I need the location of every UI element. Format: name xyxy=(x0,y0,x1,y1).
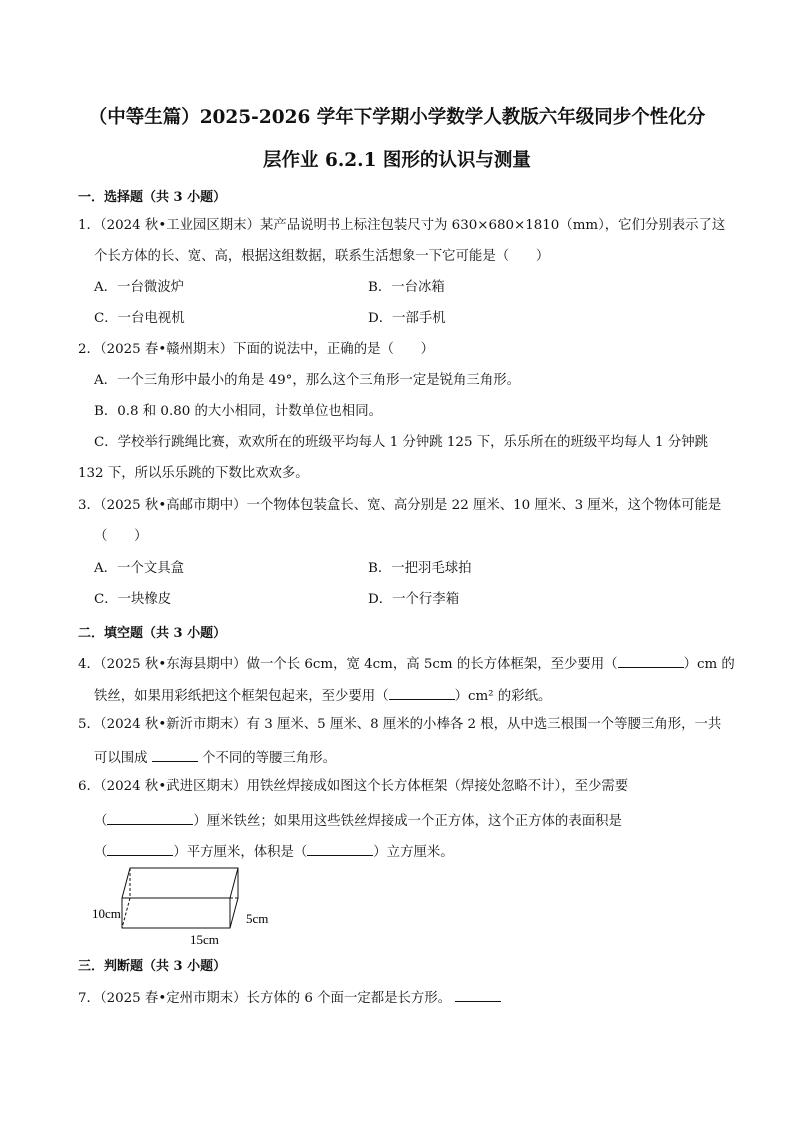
section-heading-choice: 一．选择题（共 3 小题） xyxy=(78,190,227,205)
question-4-text-a: 4．（2025 秋•东海县期中）做一个长 6cm，宽 4cm，高 5cm 的长方体框架，至少要用（ xyxy=(78,657,618,672)
question-3-option-d: D．一个行李箱 xyxy=(368,592,460,607)
question-6-paren-open-2: （ xyxy=(94,845,108,860)
question-7-text: 7．（2025 春•定州市期末）长方体的 6 个面一定都是长方形。 xyxy=(78,991,452,1006)
question-3-option-a: A．一个文具盒 xyxy=(94,561,185,576)
question-3-option-b: B．一把羽毛球拍 xyxy=(368,561,472,576)
cuboid-figure xyxy=(88,862,288,948)
question-6-text-b: ）厘米铁丝；如果用这些铁丝焊接成一个正方体，这个正方体的表面积是 xyxy=(193,814,622,829)
question-6-line1: 6．（2024 秋•武进区期末）用铁丝焊接成如图这个长方体框架（焊接处忽略不计），至少需要 xyxy=(78,779,629,794)
cuboid-front-face xyxy=(122,898,230,928)
question-6-text-e: ）立方厘米。 xyxy=(373,845,454,860)
question-4-line1 xyxy=(78,653,735,674)
question-4-text-d: ）cm² 的彩纸。 xyxy=(454,689,552,704)
question-1-stem-cont: 个长方体的长、宽、高，根据这组数据，联系生活想象一下它可能是（ ） xyxy=(94,249,550,264)
question-2-stem: 2．（2025 春•赣州期末）下面的说法中，正确的是（ ） xyxy=(78,342,435,357)
question-6-paren-open: （ xyxy=(94,814,108,829)
question-5-line1: 5．（2024 秋•新沂市期末）有 3 厘米、5 厘米、8 厘米的小棒各 2 根，从中选三根围一个等腰三角形，一共 xyxy=(78,717,722,732)
question-1-option-a: A．一台微波炉 xyxy=(94,280,185,295)
answer-blank[interactable] xyxy=(307,841,373,856)
question-1-stem: 1．（2024 秋•工业园区期末）某产品说明书上标注包装尺寸为 630×680×1810（mm），它们分别表示了这 xyxy=(78,218,726,233)
cuboid-label-length: 15cm xyxy=(190,932,219,947)
question-5-line2 xyxy=(94,747,336,768)
answer-blank[interactable] xyxy=(618,653,684,668)
question-4-text-c: 铁丝，如果用彩纸把这个框架包起来，至少要用（ xyxy=(94,689,389,704)
answer-blank[interactable] xyxy=(389,685,455,700)
question-6-line2 xyxy=(94,810,622,831)
question-5-text-b: 个不同的等腰三角形。 xyxy=(202,751,336,766)
question-1-option-c: C．一台电视机 xyxy=(94,311,185,326)
answer-blank[interactable] xyxy=(455,987,501,1002)
question-3-stem-cont: （ ） xyxy=(94,529,148,544)
cuboid-label-height: 10cm xyxy=(92,906,121,921)
cuboid-label-width: 5cm xyxy=(246,911,269,926)
question-2-option-b: B．0.8 和 0.80 的大小相同，计数单位也相同。 xyxy=(94,404,382,419)
question-6-line3 xyxy=(94,841,454,862)
page-title-line2: 层作业 6.2.1 图形的认识与测量 xyxy=(263,150,531,171)
answer-blank[interactable] xyxy=(107,841,173,856)
cuboid-hidden-edge xyxy=(122,898,130,928)
page-title-line1: （中等生篇）2025-2026 学年下学期小学数学人教版六年级同步个性化分 xyxy=(88,107,706,128)
answer-blank[interactable] xyxy=(107,810,193,825)
question-4-text-b: ）cm 的 xyxy=(683,657,735,672)
section-heading-fill: 二．填空题（共 3 小题） xyxy=(78,626,227,641)
question-5-text-a: 可以围成 xyxy=(94,751,148,766)
question-3-option-c: C．一块橡皮 xyxy=(94,592,172,607)
question-7-line1 xyxy=(78,987,501,1008)
question-2-option-c: C．学校举行跳绳比赛，欢欢所在的班级平均每人 1 分钟跳 125 下，乐乐所在的班级平均每人 1 分钟跳 xyxy=(94,435,709,450)
question-1-option-b: B．一台冰箱 xyxy=(368,280,445,295)
question-4-line2 xyxy=(94,685,551,706)
question-1-option-d: D．一部手机 xyxy=(368,311,446,326)
question-2-option-c-cont: 132 下，所以乐乐跳的下数比欢欢多。 xyxy=(78,466,309,481)
section-heading-judge: 三．判断题（共 3 小题） xyxy=(78,959,227,974)
question-2-option-a: A．一个三角形中最小的角是 49°，那么这个三角形一定是锐角三角形。 xyxy=(94,373,520,388)
cuboid-hidden-edges xyxy=(130,868,238,898)
question-6-text-d: ）平方厘米，体积是（ xyxy=(173,845,308,860)
question-3-stem: 3．（2025 秋•高邮市期中）一个物体包装盒长、宽、高分别是 22 厘米、10 厘米、3 厘米，这个物体可能是 xyxy=(78,498,722,513)
answer-blank[interactable] xyxy=(152,747,198,762)
cuboid-top-face xyxy=(122,868,238,898)
